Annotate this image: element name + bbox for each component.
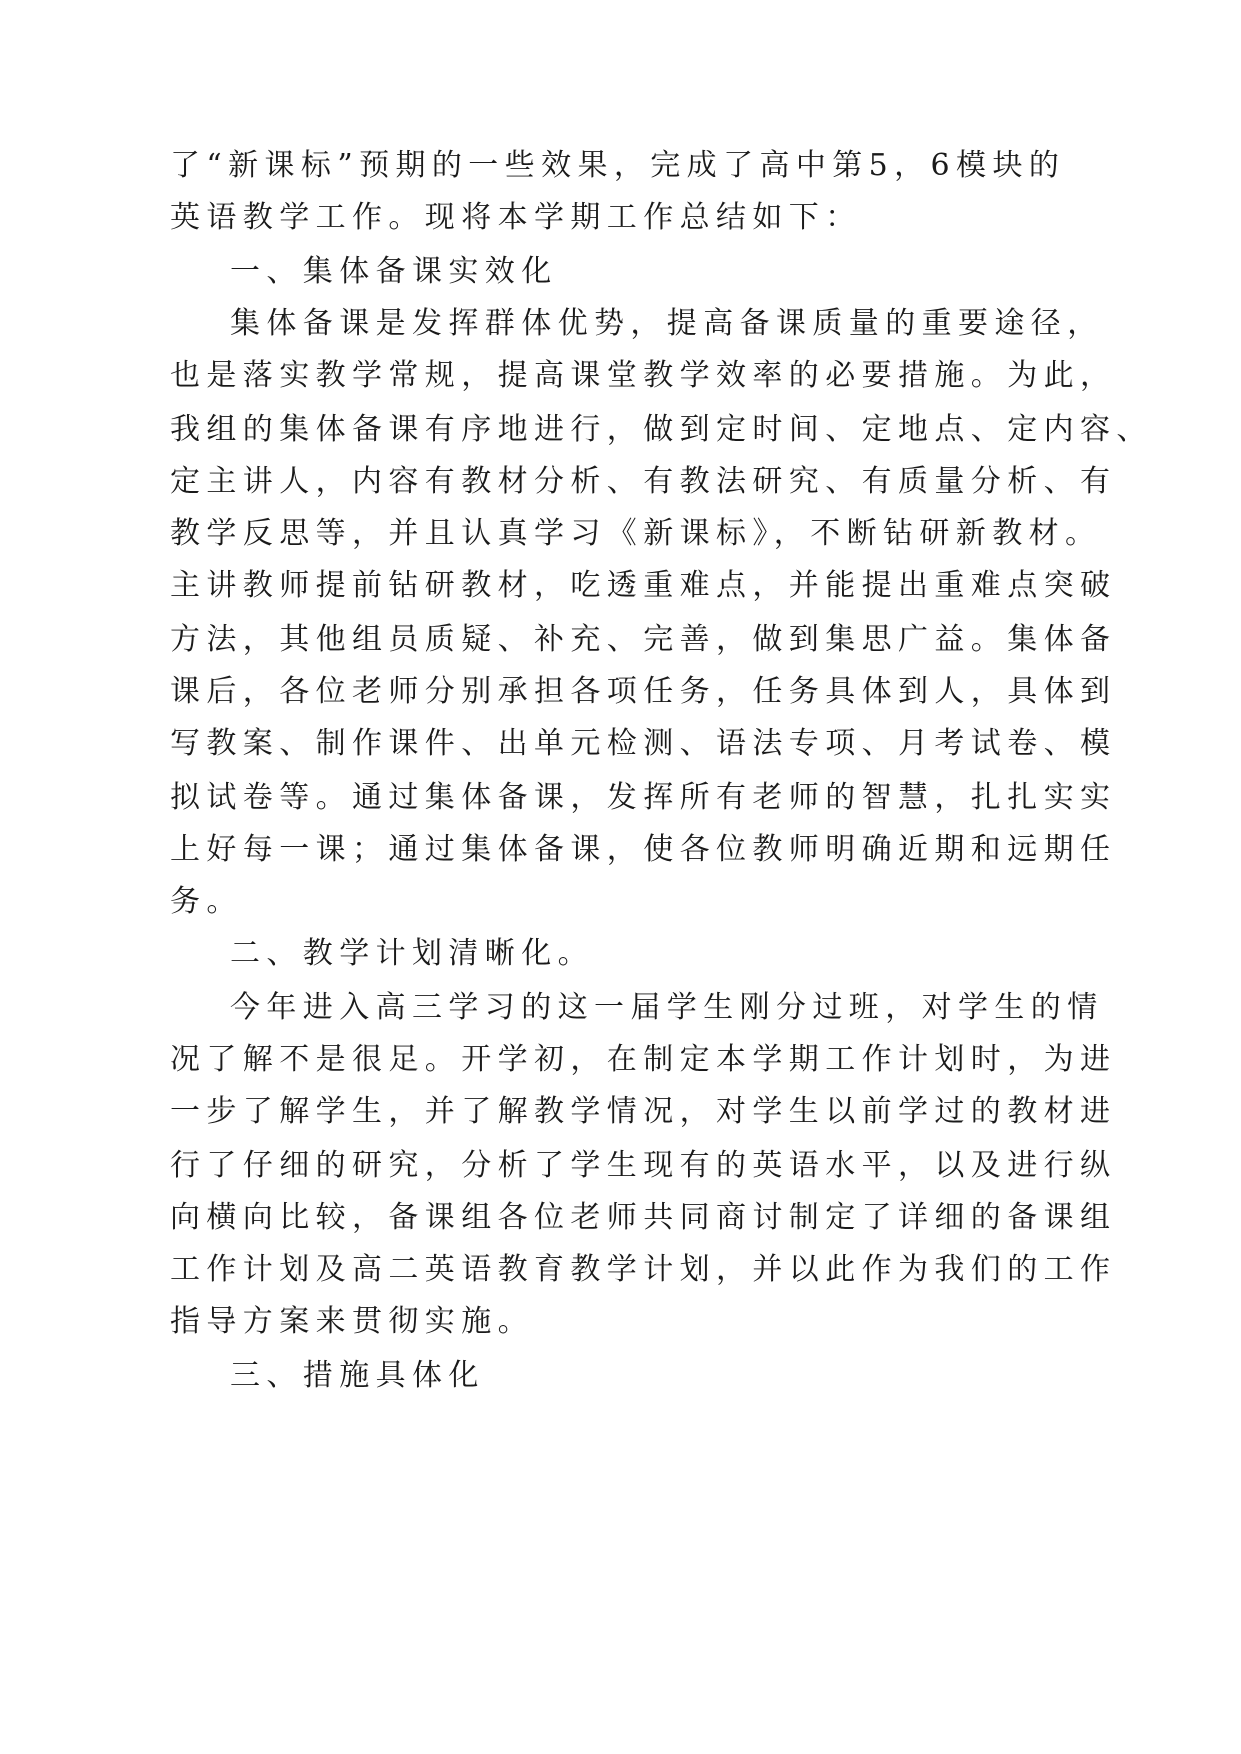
text-line: 今年进入高三学习的这一届学生刚分过班，对学生的情 [230, 990, 1104, 1025]
text-line: 课后，各位老师分别承担各项任务，任务具体到人，具体到 [170, 674, 1117, 709]
section-heading: 三、措施具体化 [230, 1358, 485, 1393]
text-line: 行了仔细的研究，分析了学生现有的英语水平，以及进行纵 [170, 1148, 1117, 1183]
text-line: 也是落实教学常规，提高课堂教学效率的必要措施。为此， [170, 358, 1117, 393]
text-line: 定主讲人，内容有教材分析、有教法研究、有质量分析、有 [170, 464, 1117, 499]
text-line: 英语教学工作。现将本学期工作总结如下： [170, 200, 862, 235]
text-line: 集体备课是发挥群体优势，提高备课质量的重要途径， [230, 306, 1104, 341]
text-line: 向横向比较，备课组各位老师共同商讨制定了详细的备课组 [170, 1200, 1117, 1235]
section-heading: 一、集体备课实效化 [230, 254, 558, 289]
text-line: 指导方案来贯彻实施。 [170, 1304, 534, 1339]
text-line: 上好每一课；通过集体备课，使各位教师明确近期和远期任 [170, 832, 1117, 867]
text-line: 了“新课标”预期的一些效果，完成了高中第5，6模块的 [170, 148, 1066, 183]
text-line: 主讲教师提前钻研教材，吃透重难点，并能提出重难点突破 [170, 568, 1117, 603]
text-line: 我组的集体备课有序地进行，做到定时间、定地点、定内容、 [170, 412, 1153, 447]
text-line: 写教案、制作课件、出单元检测、语法专项、月考试卷、模 [170, 726, 1117, 761]
text-line: 教学反思等，并且认真学习《新课标》，不断钻研新教材。 [170, 516, 1102, 551]
text-line: 拟试卷等。通过集体备课，发挥所有老师的智慧，扎扎实实 [170, 780, 1117, 815]
text-line: 一步了解学生，并了解教学情况，对学生以前学过的教材进 [170, 1094, 1117, 1129]
text-line: 务。 [170, 884, 243, 919]
text-line: 工作计划及高二英语教育教学计划，并以此作为我们的工作 [170, 1252, 1117, 1287]
section-heading: 二、教学计划清晰化。 [230, 936, 594, 971]
text-line: 方法，其他组员质疑、补充、完善，做到集思广益。集体备 [170, 622, 1117, 657]
text-line: 况了解不是很足。开学初，在制定本学期工作计划时，为进 [170, 1042, 1117, 1077]
